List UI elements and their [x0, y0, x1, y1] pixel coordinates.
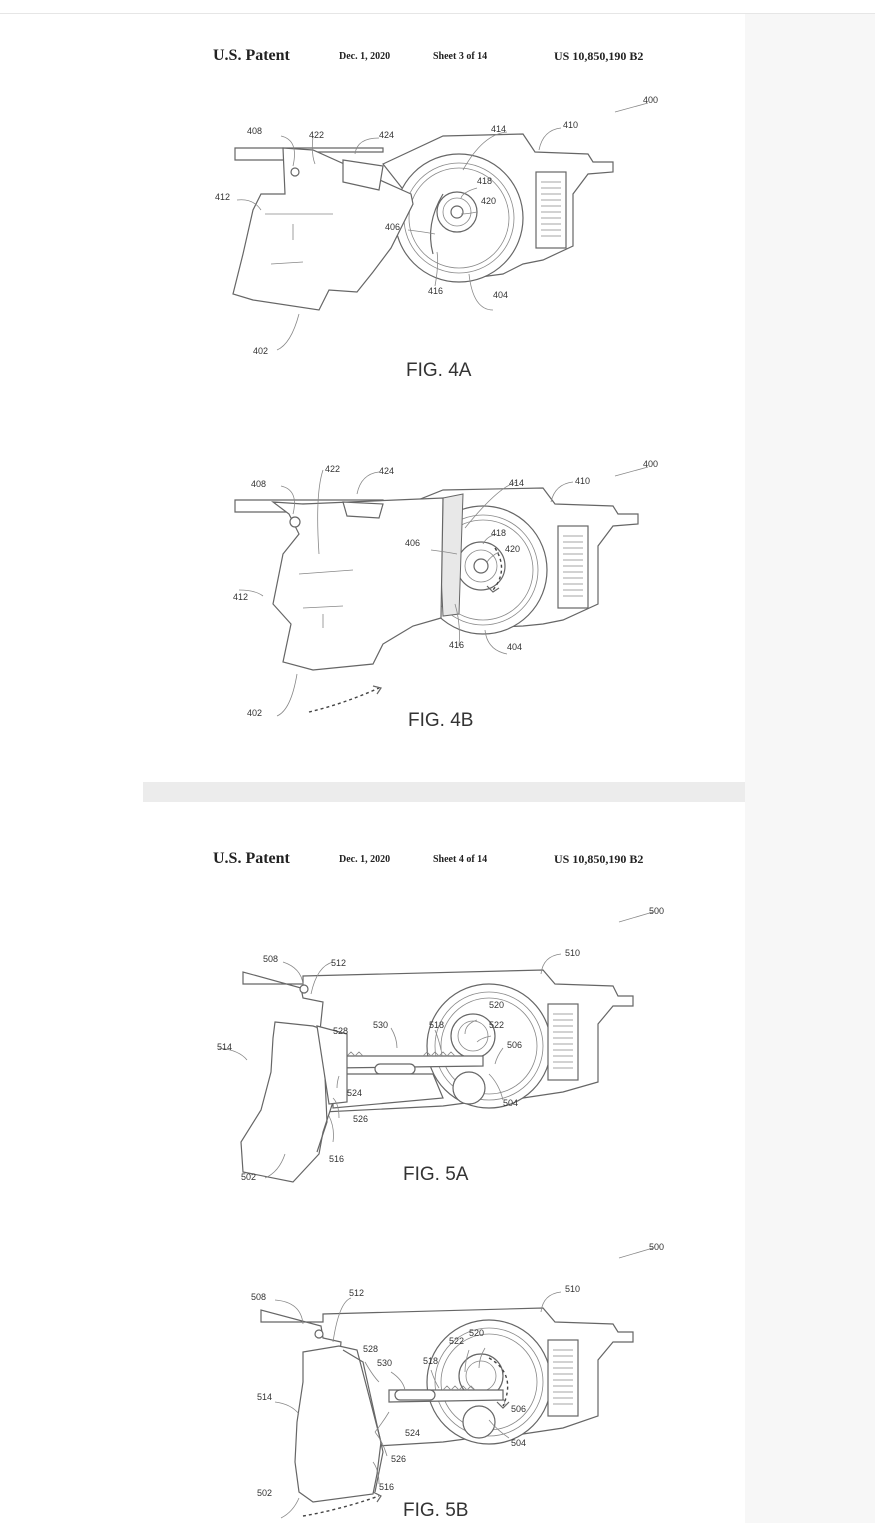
fig-5b-drawing: [251, 1242, 664, 1521]
ref-label: 418: [477, 176, 493, 186]
ref-label: 500: [649, 906, 665, 916]
ref-label: 530: [377, 1358, 393, 1368]
ref-label: 422: [309, 130, 325, 140]
figure-5-drawings: [143, 802, 745, 1523]
ref-label: 528: [363, 1344, 379, 1354]
ref-label: 404: [493, 290, 509, 300]
header-sheet-number: Sheet 3 of 14: [433, 51, 488, 62]
ref-label: 524: [347, 1088, 363, 1098]
ref-label: 518: [429, 1020, 445, 1030]
ref-label: 400: [643, 459, 659, 469]
ref-label: 412: [215, 192, 231, 202]
ref-label: 412: [233, 592, 249, 602]
ref-label: 526: [353, 1114, 369, 1124]
ref-label: 508: [263, 954, 279, 964]
figure-caption: FIG. 4A: [406, 360, 472, 381]
ref-label: 420: [505, 544, 521, 554]
ref-label: 524: [405, 1428, 421, 1438]
patent-sheet-4: [143, 802, 745, 1523]
ref-label: 420: [481, 196, 497, 206]
ref-label: 526: [391, 1454, 407, 1464]
ref-label: 530: [373, 1020, 389, 1030]
ref-label: 424: [379, 466, 395, 476]
ref-label: 516: [329, 1154, 345, 1164]
ref-label: 502: [257, 1488, 273, 1498]
ref-label: 504: [503, 1098, 519, 1108]
page-separator: [143, 782, 745, 802]
figure-4-drawings: [143, 14, 745, 782]
ref-label: 522: [449, 1336, 465, 1346]
patent-sheet-3: [143, 14, 745, 782]
ref-label: 414: [491, 124, 507, 134]
ref-label: 514: [217, 1042, 233, 1052]
ref-label: 506: [507, 1040, 523, 1050]
ref-label: 418: [491, 528, 507, 538]
ref-label: 500: [649, 1242, 665, 1252]
ref-label: 408: [247, 126, 263, 136]
ref-label: 504: [511, 1438, 527, 1448]
ref-label: 410: [563, 120, 579, 130]
figure-caption: FIG. 5A: [403, 1164, 469, 1185]
ref-label: 510: [565, 1284, 581, 1294]
ref-label: 402: [253, 346, 269, 356]
header-title: U.S. Patent: [213, 850, 290, 867]
ref-label: 506: [511, 1404, 527, 1414]
ref-label: 424: [379, 130, 395, 140]
ref-label: 510: [565, 948, 581, 958]
header-title: U.S. Patent: [213, 47, 290, 64]
header-sheet-number: Sheet 4 of 14: [433, 854, 488, 865]
ref-label: 512: [331, 958, 347, 968]
ref-label: 514: [257, 1392, 273, 1402]
fig-4a-drawing: [215, 95, 658, 381]
ref-label: 518: [423, 1356, 439, 1366]
ref-label: 410: [575, 476, 591, 486]
ref-label: 404: [507, 642, 523, 652]
ref-label: 512: [349, 1288, 365, 1298]
ref-label: 402: [247, 708, 263, 718]
ref-label: 414: [509, 478, 525, 488]
right-panel: [745, 14, 875, 1523]
ref-label: 528: [333, 1026, 349, 1036]
ref-label: 406: [385, 222, 401, 232]
header-date: Dec. 1, 2020: [339, 854, 391, 865]
header-patent-number: US 10,850,190 B2: [554, 852, 644, 866]
ref-label: 516: [379, 1482, 395, 1492]
ref-label: 416: [428, 286, 444, 296]
figure-caption: FIG. 4B: [408, 710, 474, 731]
fig-5a-drawing: [217, 906, 664, 1185]
ref-label: 520: [489, 1000, 505, 1010]
ref-label: 406: [405, 538, 421, 548]
ref-label: 502: [241, 1172, 257, 1182]
ref-label: 520: [469, 1328, 485, 1338]
ref-label: 422: [325, 464, 341, 474]
ref-label: 400: [643, 95, 659, 105]
ref-label: 508: [251, 1292, 267, 1302]
figure-caption: FIG. 5B: [403, 1500, 469, 1521]
fig-4b-drawing: [233, 459, 658, 731]
header-patent-number: US 10,850,190 B2: [554, 49, 644, 63]
ref-label: 522: [489, 1020, 505, 1030]
ref-label: 416: [449, 640, 465, 650]
ref-label: 408: [251, 479, 267, 489]
header-date: Dec. 1, 2020: [339, 51, 391, 62]
